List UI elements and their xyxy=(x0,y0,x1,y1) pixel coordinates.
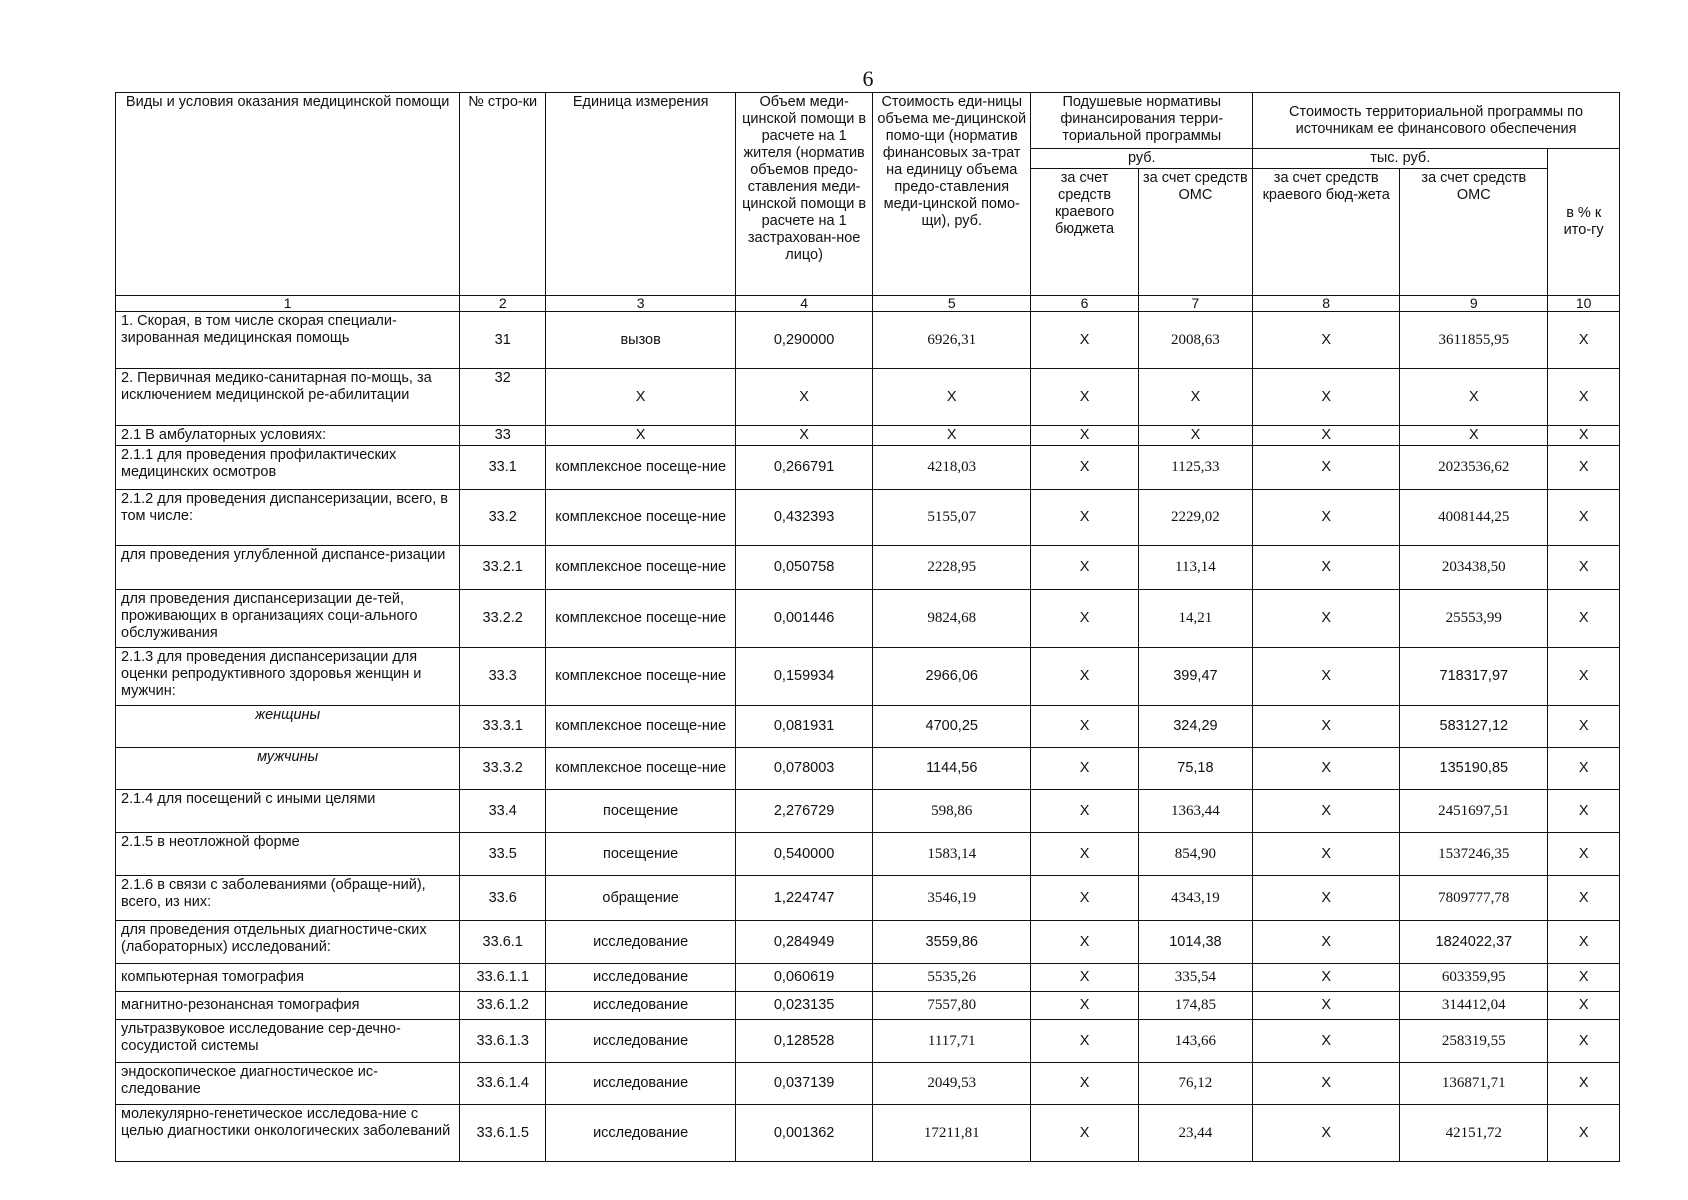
row-volume: 2,276729 xyxy=(736,790,873,833)
row-line-number: 33.5 xyxy=(460,833,546,876)
row-norm-budget: X xyxy=(1031,369,1138,426)
row-unit: обращение xyxy=(546,876,736,921)
row-line-number: 33.6 xyxy=(460,876,546,921)
row-total-budget: X xyxy=(1253,748,1400,790)
row-unit-cost: 5535,26 xyxy=(873,964,1031,992)
column-number: 2 xyxy=(460,296,546,312)
row-percent: X xyxy=(1548,790,1620,833)
row-total-budget: X xyxy=(1253,446,1400,490)
row-total-oms: 7809777,78 xyxy=(1400,876,1548,921)
row-total-oms: 136871,71 xyxy=(1400,1063,1548,1105)
table-row xyxy=(116,590,1620,648)
header-unit: Единица измерения xyxy=(546,93,736,296)
row-percent: X xyxy=(1548,648,1620,706)
row-percent: X xyxy=(1548,446,1620,490)
row-care-type: 2.1.3 для проведения диспансеризации для оценки репродуктивного здоровья женщин и мужчин: xyxy=(116,648,460,706)
header-unit-thousand-rub: тыс. руб. xyxy=(1253,149,1548,169)
row-volume: 0,078003 xyxy=(736,748,873,790)
header-unit-cost xyxy=(873,93,1031,296)
table-row xyxy=(116,921,1620,964)
row-total-oms: 718317,97 xyxy=(1400,648,1548,706)
row-percent: X xyxy=(1548,590,1620,648)
row-total-budget: X xyxy=(1253,369,1400,426)
row-total-oms: 1537246,35 xyxy=(1400,833,1548,876)
row-total-oms: 42151,72 xyxy=(1400,1105,1548,1162)
row-norm-oms: 14,21 xyxy=(1138,590,1252,648)
row-care-type: эндоскопическое диагностическое ис-следование xyxy=(116,1063,460,1105)
row-unit: X xyxy=(546,426,736,446)
row-percent: X xyxy=(1548,748,1620,790)
row-total-oms: 135190,85 xyxy=(1400,748,1548,790)
row-norm-budget: X xyxy=(1031,1063,1138,1105)
row-volume: 1,224747 xyxy=(736,876,873,921)
row-total-oms: 4008144,25 xyxy=(1400,490,1548,546)
row-volume: 0,432393 xyxy=(736,490,873,546)
row-line-number: 33.6.1.2 xyxy=(460,992,546,1020)
row-unit-cost: 1583,14 xyxy=(873,833,1031,876)
row-total-oms: 203438,50 xyxy=(1400,546,1548,590)
row-unit: комплексное посеще-ние xyxy=(546,748,736,790)
row-norm-oms: X xyxy=(1138,426,1252,446)
row-care-type: 2.1 В амбулаторных условиях: xyxy=(116,426,460,446)
row-norm-oms: 1363,44 xyxy=(1138,790,1252,833)
row-percent: X xyxy=(1548,921,1620,964)
row-percent: X xyxy=(1548,833,1620,876)
row-volume: 0,284949 xyxy=(736,921,873,964)
row-unit-cost: 1117,71 xyxy=(873,1020,1031,1063)
row-unit-cost: X xyxy=(873,426,1031,446)
column-number: 1 xyxy=(116,296,460,312)
row-norm-budget: X xyxy=(1031,1020,1138,1063)
row-norm-budget: X xyxy=(1031,833,1138,876)
row-norm-oms: 324,29 xyxy=(1138,706,1252,748)
row-unit-cost: 2049,53 xyxy=(873,1063,1031,1105)
column-number: 7 xyxy=(1138,296,1252,312)
column-number: 4 xyxy=(736,296,873,312)
column-number: 5 xyxy=(873,296,1031,312)
header-per-capita-norms: Подушевые нормативы финансирования терри-ториальной программы xyxy=(1031,93,1253,149)
table-row xyxy=(116,426,1620,446)
row-volume: 0,159934 xyxy=(736,648,873,706)
row-norm-oms: 2229,02 xyxy=(1138,490,1252,546)
row-total-budget: X xyxy=(1253,833,1400,876)
table-row xyxy=(116,992,1620,1020)
row-unit-cost: 17211,81 xyxy=(873,1105,1031,1162)
row-unit: вызов xyxy=(546,312,736,369)
row-volume: 0,050758 xyxy=(736,546,873,590)
row-unit: исследование xyxy=(546,1020,736,1063)
row-total-budget: X xyxy=(1253,790,1400,833)
table-row xyxy=(116,790,1620,833)
row-line-number: 33.2 xyxy=(460,490,546,546)
row-norm-oms: 399,47 xyxy=(1138,648,1252,706)
header-norm-regional-budget: за счет средств краевого бюджета xyxy=(1031,169,1138,296)
row-norm-oms: 335,54 xyxy=(1138,964,1252,992)
header-percent-total: в % к ито-гу xyxy=(1548,149,1620,296)
row-norm-budget: X xyxy=(1031,921,1138,964)
row-care-type: женщины xyxy=(116,706,460,748)
row-total-oms: 583127,12 xyxy=(1400,706,1548,748)
row-volume: 0,540000 xyxy=(736,833,873,876)
row-total-budget: X xyxy=(1253,648,1400,706)
column-number: 3 xyxy=(546,296,736,312)
row-unit: комплексное посеще-ние xyxy=(546,446,736,490)
row-care-type: молекулярно-генетическое исследова-ние с целью диагностики онкологических заболеваний xyxy=(116,1105,460,1162)
column-number: 9 xyxy=(1400,296,1548,312)
row-unit: исследование xyxy=(546,1063,736,1105)
row-norm-oms: 854,90 xyxy=(1138,833,1252,876)
table-row xyxy=(116,876,1620,921)
row-care-type: для проведения углубленной диспансе-ризации xyxy=(116,546,460,590)
row-percent: X xyxy=(1548,369,1620,426)
row-total-oms: 3611855,95 xyxy=(1400,312,1548,369)
row-volume: 0,001362 xyxy=(736,1105,873,1162)
row-total-budget: X xyxy=(1253,590,1400,648)
row-volume: 0,081931 xyxy=(736,706,873,748)
row-line-number: 33.3 xyxy=(460,648,546,706)
row-unit-cost: 1144,56 xyxy=(873,748,1031,790)
table-row xyxy=(116,312,1620,369)
row-care-type: 2.1.6 в связи с заболеваниями (обраще-ний), всего, из них: xyxy=(116,876,460,921)
header-volume-text: Объем меди-цинской помощи в расчете на 1 жителя (норматив объемов предо-ставления меди-цинской помощи в расчете на 1 застрахован-ное лицо) xyxy=(742,94,867,263)
row-unit: X xyxy=(546,369,736,426)
row-unit-cost: 5155,07 xyxy=(873,490,1031,546)
column-number-row xyxy=(116,296,1620,312)
row-percent: X xyxy=(1548,426,1620,446)
row-care-type: 2.1.5 в неотложной форме xyxy=(116,833,460,876)
row-care-type: 2.1.1 для проведения профилактических медицинских осмотров xyxy=(116,446,460,490)
row-norm-budget: X xyxy=(1031,992,1138,1020)
header-program-cost: Стоимость территориальной программы по источникам ее финансового обеспечения xyxy=(1253,93,1620,149)
row-total-oms: 2023536,62 xyxy=(1400,446,1548,490)
row-unit: исследование xyxy=(546,964,736,992)
row-norm-budget: X xyxy=(1031,426,1138,446)
row-line-number: 33.6.1.4 xyxy=(460,1063,546,1105)
row-total-oms: 25553,99 xyxy=(1400,590,1548,648)
row-care-type: 2. Первичная медико-санитарная по-мощь, за исключением медицинской ре-абилитации xyxy=(116,369,460,426)
row-unit-cost: 598,86 xyxy=(873,790,1031,833)
header-cost-oms: за счет средств ОМС xyxy=(1400,169,1548,296)
header-cost-regional-budget: за счет средств краевого бюд-жета xyxy=(1253,169,1400,296)
row-norm-oms: 4343,19 xyxy=(1138,876,1252,921)
row-norm-oms: 76,12 xyxy=(1138,1063,1252,1105)
row-total-oms: 314412,04 xyxy=(1400,992,1548,1020)
row-percent: X xyxy=(1548,312,1620,369)
row-unit: посещение xyxy=(546,790,736,833)
page-number: 6 xyxy=(862,66,874,91)
row-percent: X xyxy=(1548,1020,1620,1063)
row-volume: 0,001446 xyxy=(736,590,873,648)
table-row xyxy=(116,1105,1620,1162)
table-row xyxy=(116,546,1620,590)
row-unit: комплексное посеще-ние xyxy=(546,706,736,748)
row-line-number: 31 xyxy=(460,312,546,369)
medical-care-cost-table xyxy=(115,92,1620,1162)
row-unit-cost: 2966,06 xyxy=(873,648,1031,706)
row-line-number: 33.2.2 xyxy=(460,590,546,648)
row-total-budget: X xyxy=(1253,312,1400,369)
row-total-budget: X xyxy=(1253,876,1400,921)
row-norm-budget: X xyxy=(1031,490,1138,546)
row-total-budget: X xyxy=(1253,1105,1400,1162)
header-line-number: № стро-ки xyxy=(460,93,546,296)
row-care-type: компьютерная томография xyxy=(116,964,460,992)
row-care-type: 1. Скорая, в том числе скорая специали-зированная медицинская помощь xyxy=(116,312,460,369)
row-line-number: 33.6.1.3 xyxy=(460,1020,546,1063)
row-line-number: 33.6.1 xyxy=(460,921,546,964)
row-percent: X xyxy=(1548,992,1620,1020)
row-norm-budget: X xyxy=(1031,1105,1138,1162)
header-volume xyxy=(736,93,873,296)
row-unit-cost: 3546,19 xyxy=(873,876,1031,921)
row-unit: комплексное посеще-ние xyxy=(546,546,736,590)
row-volume: 0,060619 xyxy=(736,964,873,992)
row-unit: комплексное посеще-ние xyxy=(546,490,736,546)
row-unit-cost: 4700,25 xyxy=(873,706,1031,748)
row-total-budget: X xyxy=(1253,706,1400,748)
row-norm-oms: 2008,63 xyxy=(1138,312,1252,369)
row-line-number: 33.6.1.5 xyxy=(460,1105,546,1162)
table-row xyxy=(116,648,1620,706)
header-unit-cost-text: Стоимость еди-ницы объема ме-дицинской помо-щи (норматив финансовых за-трат на единицу объема предо-ставления меди-цинской помо-щи), руб. xyxy=(877,94,1027,229)
row-volume: 0,266791 xyxy=(736,446,873,490)
row-percent: X xyxy=(1548,546,1620,590)
table-row xyxy=(116,369,1620,426)
row-unit-cost: 6926,31 xyxy=(873,312,1031,369)
row-norm-oms: 1125,33 xyxy=(1138,446,1252,490)
row-unit-cost: 7557,80 xyxy=(873,992,1031,1020)
row-norm-budget: X xyxy=(1031,446,1138,490)
row-volume: 0,023135 xyxy=(736,992,873,1020)
row-volume: 0,290000 xyxy=(736,312,873,369)
row-norm-budget: X xyxy=(1031,648,1138,706)
header-care-type: Виды и условия оказания медицинской помощи xyxy=(116,93,460,296)
row-total-budget: X xyxy=(1253,490,1400,546)
row-unit: исследование xyxy=(546,1105,736,1162)
table-row xyxy=(116,490,1620,546)
row-care-type: магнитно-резонансная томография xyxy=(116,992,460,1020)
row-unit: исследование xyxy=(546,921,736,964)
row-norm-budget: X xyxy=(1031,964,1138,992)
column-number: 8 xyxy=(1253,296,1400,312)
table-row xyxy=(116,964,1620,992)
row-norm-oms: 113,14 xyxy=(1138,546,1252,590)
row-line-number: 33.6.1.1 xyxy=(460,964,546,992)
table-row xyxy=(116,748,1620,790)
header-norm-oms: за счет средств ОМС xyxy=(1138,169,1252,296)
row-percent: X xyxy=(1548,964,1620,992)
row-unit: комплексное посеще-ние xyxy=(546,590,736,648)
row-norm-oms: 143,66 xyxy=(1138,1020,1252,1063)
row-norm-budget: X xyxy=(1031,706,1138,748)
row-total-budget: X xyxy=(1253,1063,1400,1105)
table-row xyxy=(116,833,1620,876)
row-line-number: 33.1 xyxy=(460,446,546,490)
row-total-budget: X xyxy=(1253,964,1400,992)
table-row xyxy=(116,706,1620,748)
row-total-budget: X xyxy=(1253,1020,1400,1063)
row-care-type: 2.1.4 для посещений с иными целями xyxy=(116,790,460,833)
table-row xyxy=(116,446,1620,490)
row-norm-oms: 23,44 xyxy=(1138,1105,1252,1162)
row-volume: 0,128528 xyxy=(736,1020,873,1063)
header-unit-rub: руб. xyxy=(1031,149,1253,169)
row-norm-oms: 75,18 xyxy=(1138,748,1252,790)
row-care-type: для проведения отдельных диагностиче-ских (лабораторных) исследований: xyxy=(116,921,460,964)
row-total-budget: X xyxy=(1253,992,1400,1020)
row-total-oms: 258319,55 xyxy=(1400,1020,1548,1063)
row-care-type: мужчины xyxy=(116,748,460,790)
row-percent: X xyxy=(1548,490,1620,546)
row-unit-cost: 2228,95 xyxy=(873,546,1031,590)
row-volume: X xyxy=(736,369,873,426)
row-norm-budget: X xyxy=(1031,790,1138,833)
column-number: 6 xyxy=(1031,296,1138,312)
row-percent: X xyxy=(1548,1063,1620,1105)
row-unit: посещение xyxy=(546,833,736,876)
row-total-oms: 1824022,37 xyxy=(1400,921,1548,964)
column-number: 10 xyxy=(1548,296,1620,312)
row-total-oms: X xyxy=(1400,426,1548,446)
row-unit: исследование xyxy=(546,992,736,1020)
row-unit-cost: 3559,86 xyxy=(873,921,1031,964)
row-total-oms: 2451697,51 xyxy=(1400,790,1548,833)
row-norm-budget: X xyxy=(1031,590,1138,648)
row-line-number: 33 xyxy=(460,426,546,446)
row-norm-oms: 1014,38 xyxy=(1138,921,1252,964)
row-total-budget: X xyxy=(1253,426,1400,446)
row-line-number: 33.4 xyxy=(460,790,546,833)
table-row xyxy=(116,1020,1620,1063)
row-percent: X xyxy=(1548,1105,1620,1162)
row-care-type: 2.1.2 для проведения диспансеризации, всего, в том числе: xyxy=(116,490,460,546)
row-norm-budget: X xyxy=(1031,876,1138,921)
row-norm-oms: 174,85 xyxy=(1138,992,1252,1020)
row-care-type: ультразвуковое исследование сер-дечно-сосудистой системы xyxy=(116,1020,460,1063)
row-total-oms: X xyxy=(1400,369,1548,426)
row-percent: X xyxy=(1548,876,1620,921)
row-care-type: для проведения диспансеризации де-тей, проживающих в организациях соци-ального обслуживания xyxy=(116,590,460,648)
row-line-number: 33.3.1 xyxy=(460,706,546,748)
row-volume: X xyxy=(736,426,873,446)
row-unit-cost: 9824,68 xyxy=(873,590,1031,648)
row-line-number: 33.3.2 xyxy=(460,748,546,790)
row-volume: 0,037139 xyxy=(736,1063,873,1105)
table-row xyxy=(116,1063,1620,1105)
row-percent: X xyxy=(1548,706,1620,748)
row-unit-cost: X xyxy=(873,369,1031,426)
row-total-budget: X xyxy=(1253,546,1400,590)
row-line-number: 33.2.1 xyxy=(460,546,546,590)
row-total-oms: 603359,95 xyxy=(1400,964,1548,992)
row-norm-oms: X xyxy=(1138,369,1252,426)
row-norm-budget: X xyxy=(1031,546,1138,590)
row-unit: комплексное посеще-ние xyxy=(546,648,736,706)
row-norm-budget: X xyxy=(1031,748,1138,790)
row-unit-cost: 4218,03 xyxy=(873,446,1031,490)
row-norm-budget: X xyxy=(1031,312,1138,369)
row-total-budget: X xyxy=(1253,921,1400,964)
row-line-number: 32 xyxy=(460,369,546,426)
